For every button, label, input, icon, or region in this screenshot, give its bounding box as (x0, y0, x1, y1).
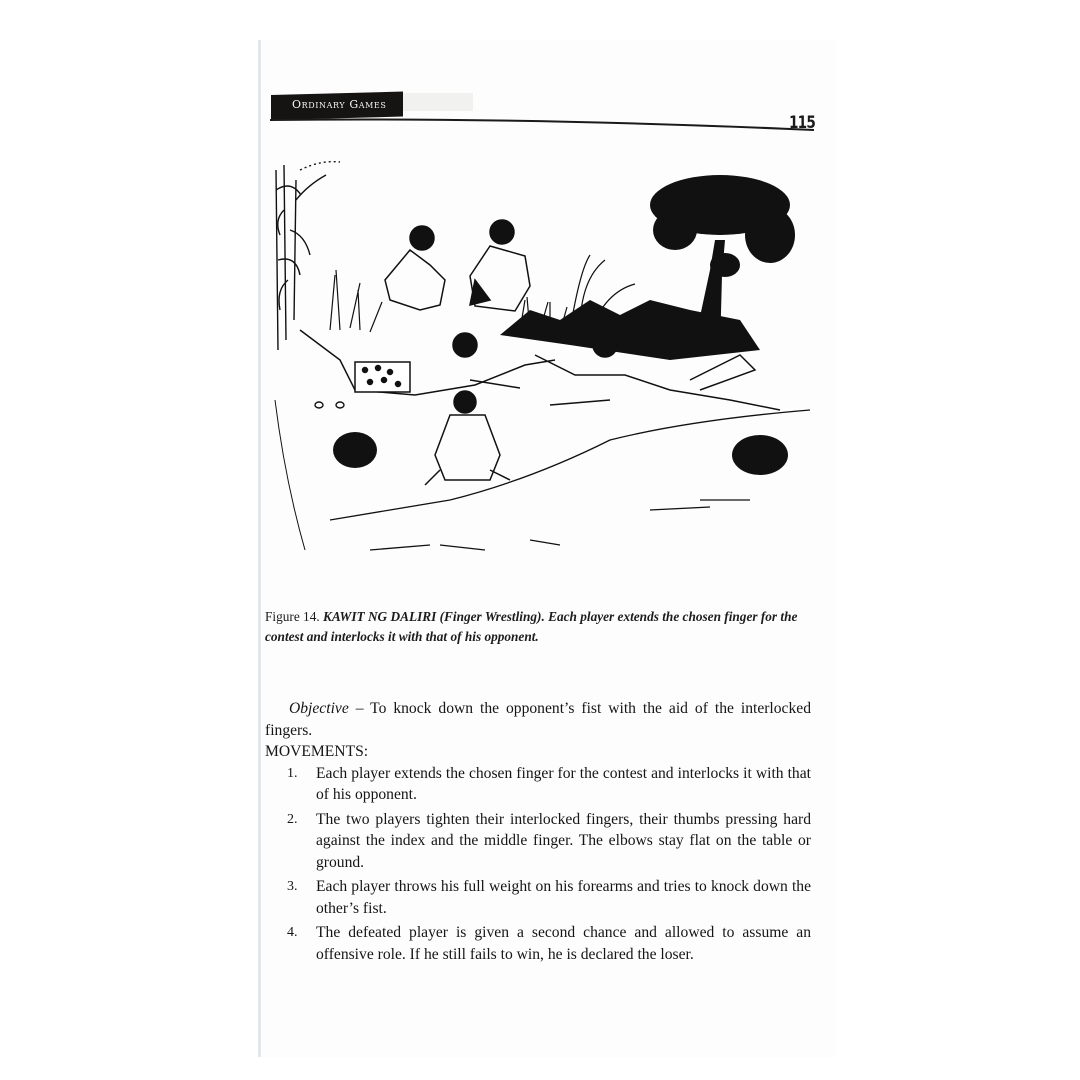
header-band-ghost (403, 93, 473, 111)
figure-caption-label: Figure 14. (265, 609, 320, 624)
bushes-foreground-icon (333, 432, 788, 475)
list-item-text: The two players tighten their interlocked fingers, their thumbs pressing hard against the index and the middle finger. The elbows stay flat on the table or ground. (316, 810, 811, 871)
objective-text: – To knock down the opponent’s fist with the aid of the interlocked fingers. (265, 700, 811, 739)
objective-paragraph (265, 698, 811, 741)
figure-caption (265, 607, 813, 647)
list-item (265, 809, 811, 874)
list-item (265, 763, 811, 806)
squatting-boys-icon (385, 220, 530, 311)
list-item-text: The defeated player is given a second chance and allowed to assume an offensive role. If he still fails to win, he is declared the loser. (316, 924, 811, 963)
list-item-number: 2. (287, 811, 298, 827)
page-number: 115 (789, 113, 815, 133)
figure-caption-text: KAWIT NG DALIRI (Finger Wrestling). Each player extends the chosen finger for the contest and interlocks it with that of his opponent. (265, 609, 798, 644)
header-rule (270, 114, 814, 134)
movements-heading: MOVEMENTS: (265, 743, 369, 760)
objective-label: Objective (289, 700, 349, 717)
running-title: Ordinary Games (292, 98, 387, 111)
ground-lines-icon (275, 400, 810, 550)
list-item (265, 876, 811, 919)
lying-boy-left-icon (300, 330, 555, 395)
pebbles-icon (315, 402, 344, 408)
sitting-boy-icon (425, 391, 510, 485)
list-item-number: 1. (287, 765, 298, 781)
list-item-text: Each player throws his full weight on his forearms and tries to knock down the other’s fist. (316, 878, 811, 917)
figure-illustration (270, 150, 810, 580)
movements-list (265, 763, 811, 966)
list-item (265, 922, 811, 965)
body-text (265, 698, 811, 968)
list-item-number: 3. (287, 879, 298, 894)
list-item-text: Each player extends the chosen finger for the contest and interlocks it with that of his opponent. (316, 764, 811, 803)
list-item-number: 4. (287, 925, 298, 940)
